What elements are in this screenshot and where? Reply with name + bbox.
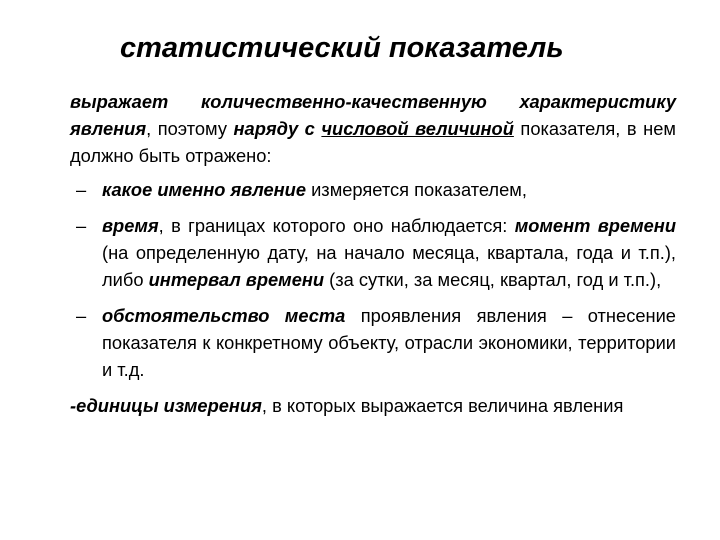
bullet-item-time <box>70 212 676 293</box>
intro-definition-text: выражает количественно-качественную характеристику явления <box>70 91 676 139</box>
bullet-moment-text: (на определенную дату, на начало месяца, квартала, года и т.п.), либо <box>102 242 676 290</box>
bullet-interval-term: интервал времени <box>148 269 325 290</box>
intro-emphasis-text: наряду с <box>233 118 322 139</box>
bullet-dash: – <box>76 179 87 200</box>
closing-units-term: -единицы измерения <box>70 395 262 416</box>
bullet-phenomenon-text: измеряется показателем, <box>306 179 527 200</box>
slide-body <box>70 88 676 419</box>
bullet-item-place <box>70 302 676 383</box>
bullet-time-text: , в границах которого оно наблюдается: <box>158 215 515 236</box>
intro-tail-text: показателя, в нем должно быть отражено: <box>70 118 677 166</box>
bullet-phenomenon-term: какое именно явление <box>102 179 307 200</box>
bullet-dash: – <box>76 305 87 326</box>
bullet-dash: – <box>76 215 87 236</box>
bullet-interval-text: (за сутки, за месяц, квартал, год и т.п.), <box>324 269 662 290</box>
intro-underlined-text: числовой величиной <box>321 118 514 139</box>
bullet-moment-term: момент времени <box>514 215 676 236</box>
bullet-place-text: проявления явления – отнесение показателя к конкретному объекту, отрасли экономики, территории и т.д. <box>102 305 676 380</box>
bullet-time-term: время <box>102 215 159 236</box>
bullet-place-term: обстоятельство места <box>102 305 346 326</box>
slide-title: статистический показатель <box>120 32 564 64</box>
intro-connector-text: , поэтому <box>146 118 234 139</box>
bullet-list <box>70 176 676 383</box>
bullet-item-phenomenon <box>70 176 676 203</box>
closing-units-text: , в которых выражается величина явления <box>261 395 624 416</box>
closing-paragraph <box>70 392 676 419</box>
intro-paragraph <box>70 88 676 169</box>
